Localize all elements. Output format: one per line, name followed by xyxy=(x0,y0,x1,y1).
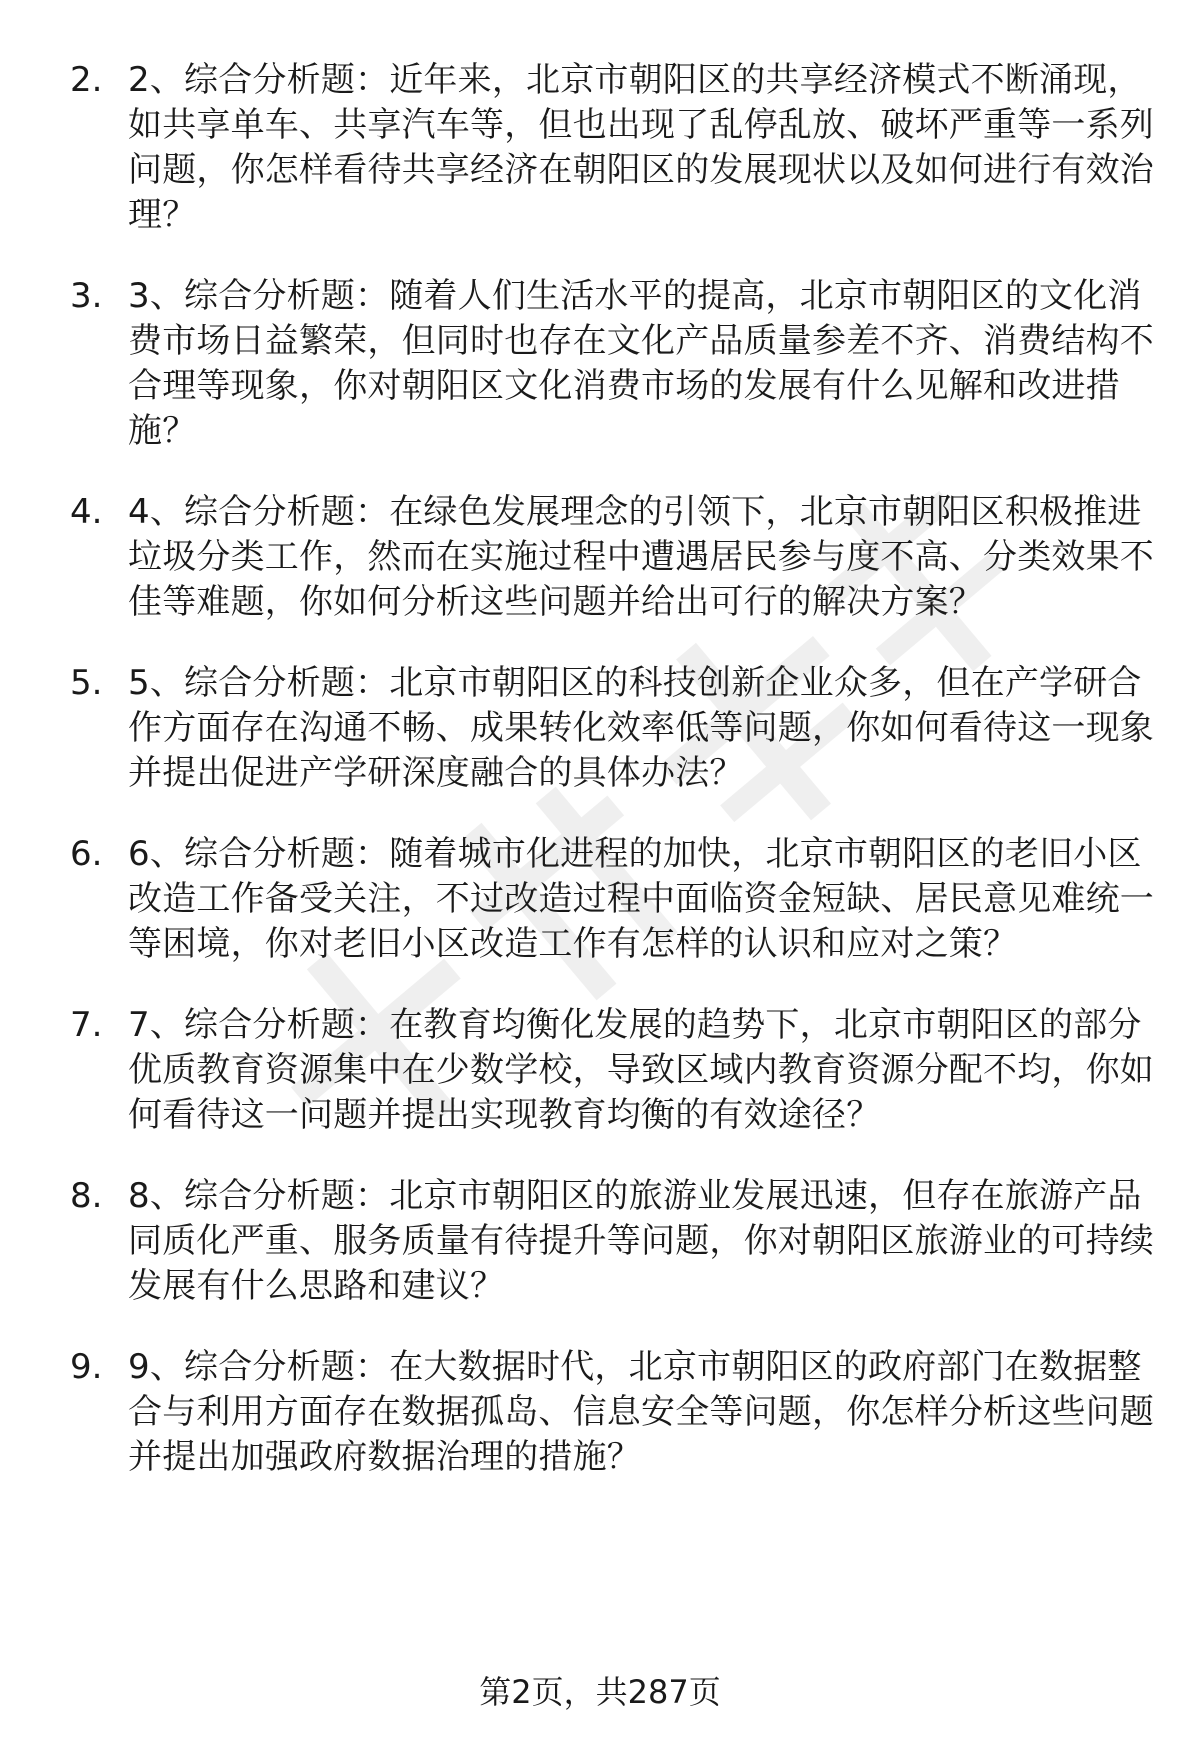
question-text: 4、综合分析题：在绿色发展理念的引领下，北京市朝阳区积极推进垃圾分类工作，然而在实施过程中遭遇居民参与度不高、分类效果不佳等难题，你如何分析这些问题并给出可行的解决方案？ xyxy=(128,492,1154,622)
question-text: 9、综合分析题：在大数据时代，北京市朝阳区的政府部门在数据整合与利用方面存在数据孤岛、信息安全等问题，你怎样分析这些问题并提出加强政府数据治理的措施？ xyxy=(128,1347,1154,1477)
question-number: 5. xyxy=(70,663,103,703)
question-item xyxy=(70,1003,1160,1138)
question-number: 4. xyxy=(70,492,103,532)
question-text: 8、综合分析题：北京市朝阳区的旅游业发展迅速，但存在旅游产品同质化严重、服务质量有待提升等问题，你对朝阳区旅游业的可持续发展有什么思路和建议？ xyxy=(128,1176,1154,1306)
question-list xyxy=(70,58,1160,1516)
question-item xyxy=(70,1345,1160,1480)
question-number: 3. xyxy=(70,276,103,316)
question-number: 2. xyxy=(70,60,103,100)
question-text: 6、综合分析题：随着城市化进程的加快，北京市朝阳区的老旧小区改造工作备受关注，不过改造过程中面临资金短缺、居民意见难统一等困境，你对老旧小区改造工作有怎样的认识和应对之策？ xyxy=(128,834,1154,964)
question-item xyxy=(70,490,1160,625)
question-number: 6. xyxy=(70,834,103,874)
question-item xyxy=(70,58,1160,238)
question-number: 9. xyxy=(70,1347,103,1387)
question-text: 2、综合分析题：近年来，北京市朝阳区的共享经济模式不断涌现，如共享单车、共享汽车等，但也出现了乱停乱放、破坏严重等一系列问题，你怎样看待共享经济在朝阳区的发展现状以及如何进行有效治理？ xyxy=(128,60,1154,235)
question-number: 8. xyxy=(70,1176,103,1216)
question-text: 5、综合分析题：北京市朝阳区的科技创新企业众多，但在产学研合作方面存在沟通不畅、成果转化效率低等问题，你如何看待这一现象并提出促进产学研深度融合的具体办法？ xyxy=(128,663,1154,793)
question-text: 7、综合分析题：在教育均衡化发展的趋势下，北京市朝阳区的部分优质教育资源集中在少数学校，导致区域内教育资源分配不均，你如何看待这一问题并提出实现教育均衡的有效途径？ xyxy=(128,1005,1154,1135)
question-text: 3、综合分析题：随着人们生活水平的提高，北京市朝阳区的文化消费市场日益繁荣，但同时也存在文化产品质量参差不齐、消费结构不合理等现象，你对朝阳区文化消费市场的发展有什么见解和改进措施？ xyxy=(128,276,1154,451)
question-item xyxy=(70,661,1160,796)
question-item xyxy=(70,1174,1160,1309)
page-number: 第2页，共287页 xyxy=(479,1673,721,1711)
question-number: 7. xyxy=(70,1005,103,1045)
question-item xyxy=(70,832,1160,967)
question-item xyxy=(70,274,1160,454)
